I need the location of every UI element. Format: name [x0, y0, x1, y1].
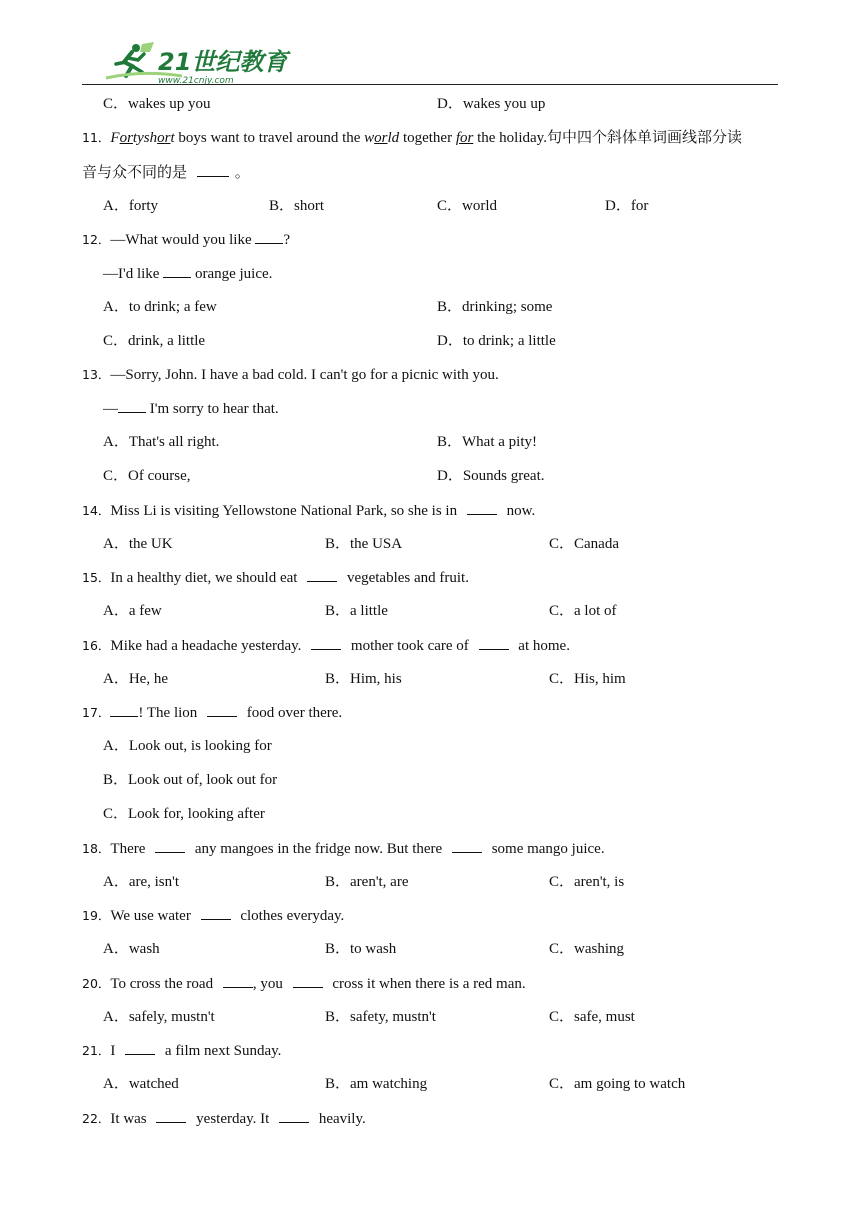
logo-21cnjy [102, 40, 292, 86]
q20-option-a: A．safely, mustn't [103, 1009, 215, 1025]
q20-option-c: C．safe, must [549, 1009, 635, 1025]
q14-option-a: A．the UK [103, 536, 173, 552]
q18-option-a: A．are, isn't [103, 874, 180, 890]
answer-blank[interactable] [197, 162, 229, 177]
q16-option-c: C．His, him [549, 671, 626, 687]
answer-blank[interactable] [155, 838, 185, 853]
answer-blank[interactable] [163, 263, 191, 278]
q19-option-a: A．wash [103, 941, 160, 957]
q16-option-a: A．He, he [103, 671, 168, 687]
q14-option-c: C．Canada [549, 536, 619, 552]
q13-option-b: B．What a pity! [437, 434, 537, 450]
q12-option-a: A．to drink; a few [103, 299, 217, 315]
q15-option-c: C．a lot of [549, 603, 617, 619]
q10-option-c: C．wakes up you [103, 96, 211, 112]
q12-option-b: B．drinking; some [437, 299, 553, 315]
svg-text:www.21cnjy.com: www.21cnjy.com [158, 76, 234, 86]
q13-option-a: A．That's all right. [103, 434, 220, 450]
q17-option-c: C．Look for, looking after [103, 806, 265, 822]
answer-blank[interactable] [307, 567, 337, 582]
q13-option-c: C．Of course, [103, 468, 191, 484]
answer-blank[interactable] [201, 905, 231, 920]
answer-blank[interactable] [452, 838, 482, 853]
answer-blank[interactable] [223, 973, 253, 988]
answer-blank[interactable] [467, 500, 497, 515]
answer-blank[interactable] [479, 635, 509, 650]
q17-option-a: A．Look out, is looking for [103, 738, 272, 754]
q11-option-d: D．for [605, 198, 649, 214]
q11-option-a: A．forty [103, 198, 158, 214]
q11-option-c: C．world [437, 198, 498, 214]
answer-blank[interactable] [207, 702, 237, 717]
q13-option-d: D．Sounds great. [437, 468, 545, 484]
svg-text:21世纪教育: 21世纪教育 [158, 48, 288, 76]
q15-option-b: B．a little [325, 603, 388, 619]
page-header [82, 36, 778, 88]
q19-option-c: C．washing [549, 941, 625, 957]
q12-option-c: C．drink, a little [103, 333, 206, 349]
answer-blank[interactable] [110, 702, 138, 717]
answer-blank[interactable] [255, 229, 283, 244]
q19-option-b: B．to wash [325, 941, 397, 957]
q12-option-d: D．to drink; a little [437, 333, 556, 349]
q21-option-c: C．am going to watch [549, 1076, 686, 1092]
q17-option-b: B．Look out of, look out for [103, 772, 278, 788]
q18-option-b: B．aren't, are [325, 874, 409, 890]
q10-option-d: D．wakes you up [437, 96, 546, 112]
answer-blank[interactable] [311, 635, 341, 650]
answer-blank[interactable] [118, 398, 146, 413]
answer-blank[interactable] [279, 1108, 309, 1123]
answer-blank[interactable] [156, 1108, 186, 1123]
header-rule [82, 84, 778, 85]
q15-option-a: A．a few [103, 603, 162, 619]
q11-option-b: B．short [269, 198, 325, 214]
q21-option-a: A．watched [103, 1076, 179, 1092]
q14-option-b: B．the USA [325, 536, 403, 552]
q20-option-b: B．safety, mustn't [325, 1009, 436, 1025]
q18-option-c: C．aren't, is [549, 874, 625, 890]
answer-blank[interactable] [293, 973, 323, 988]
q21-option-b: B．am watching [325, 1076, 428, 1092]
q16-option-b: B．Him, his [325, 671, 402, 687]
answer-blank[interactable] [125, 1040, 155, 1055]
